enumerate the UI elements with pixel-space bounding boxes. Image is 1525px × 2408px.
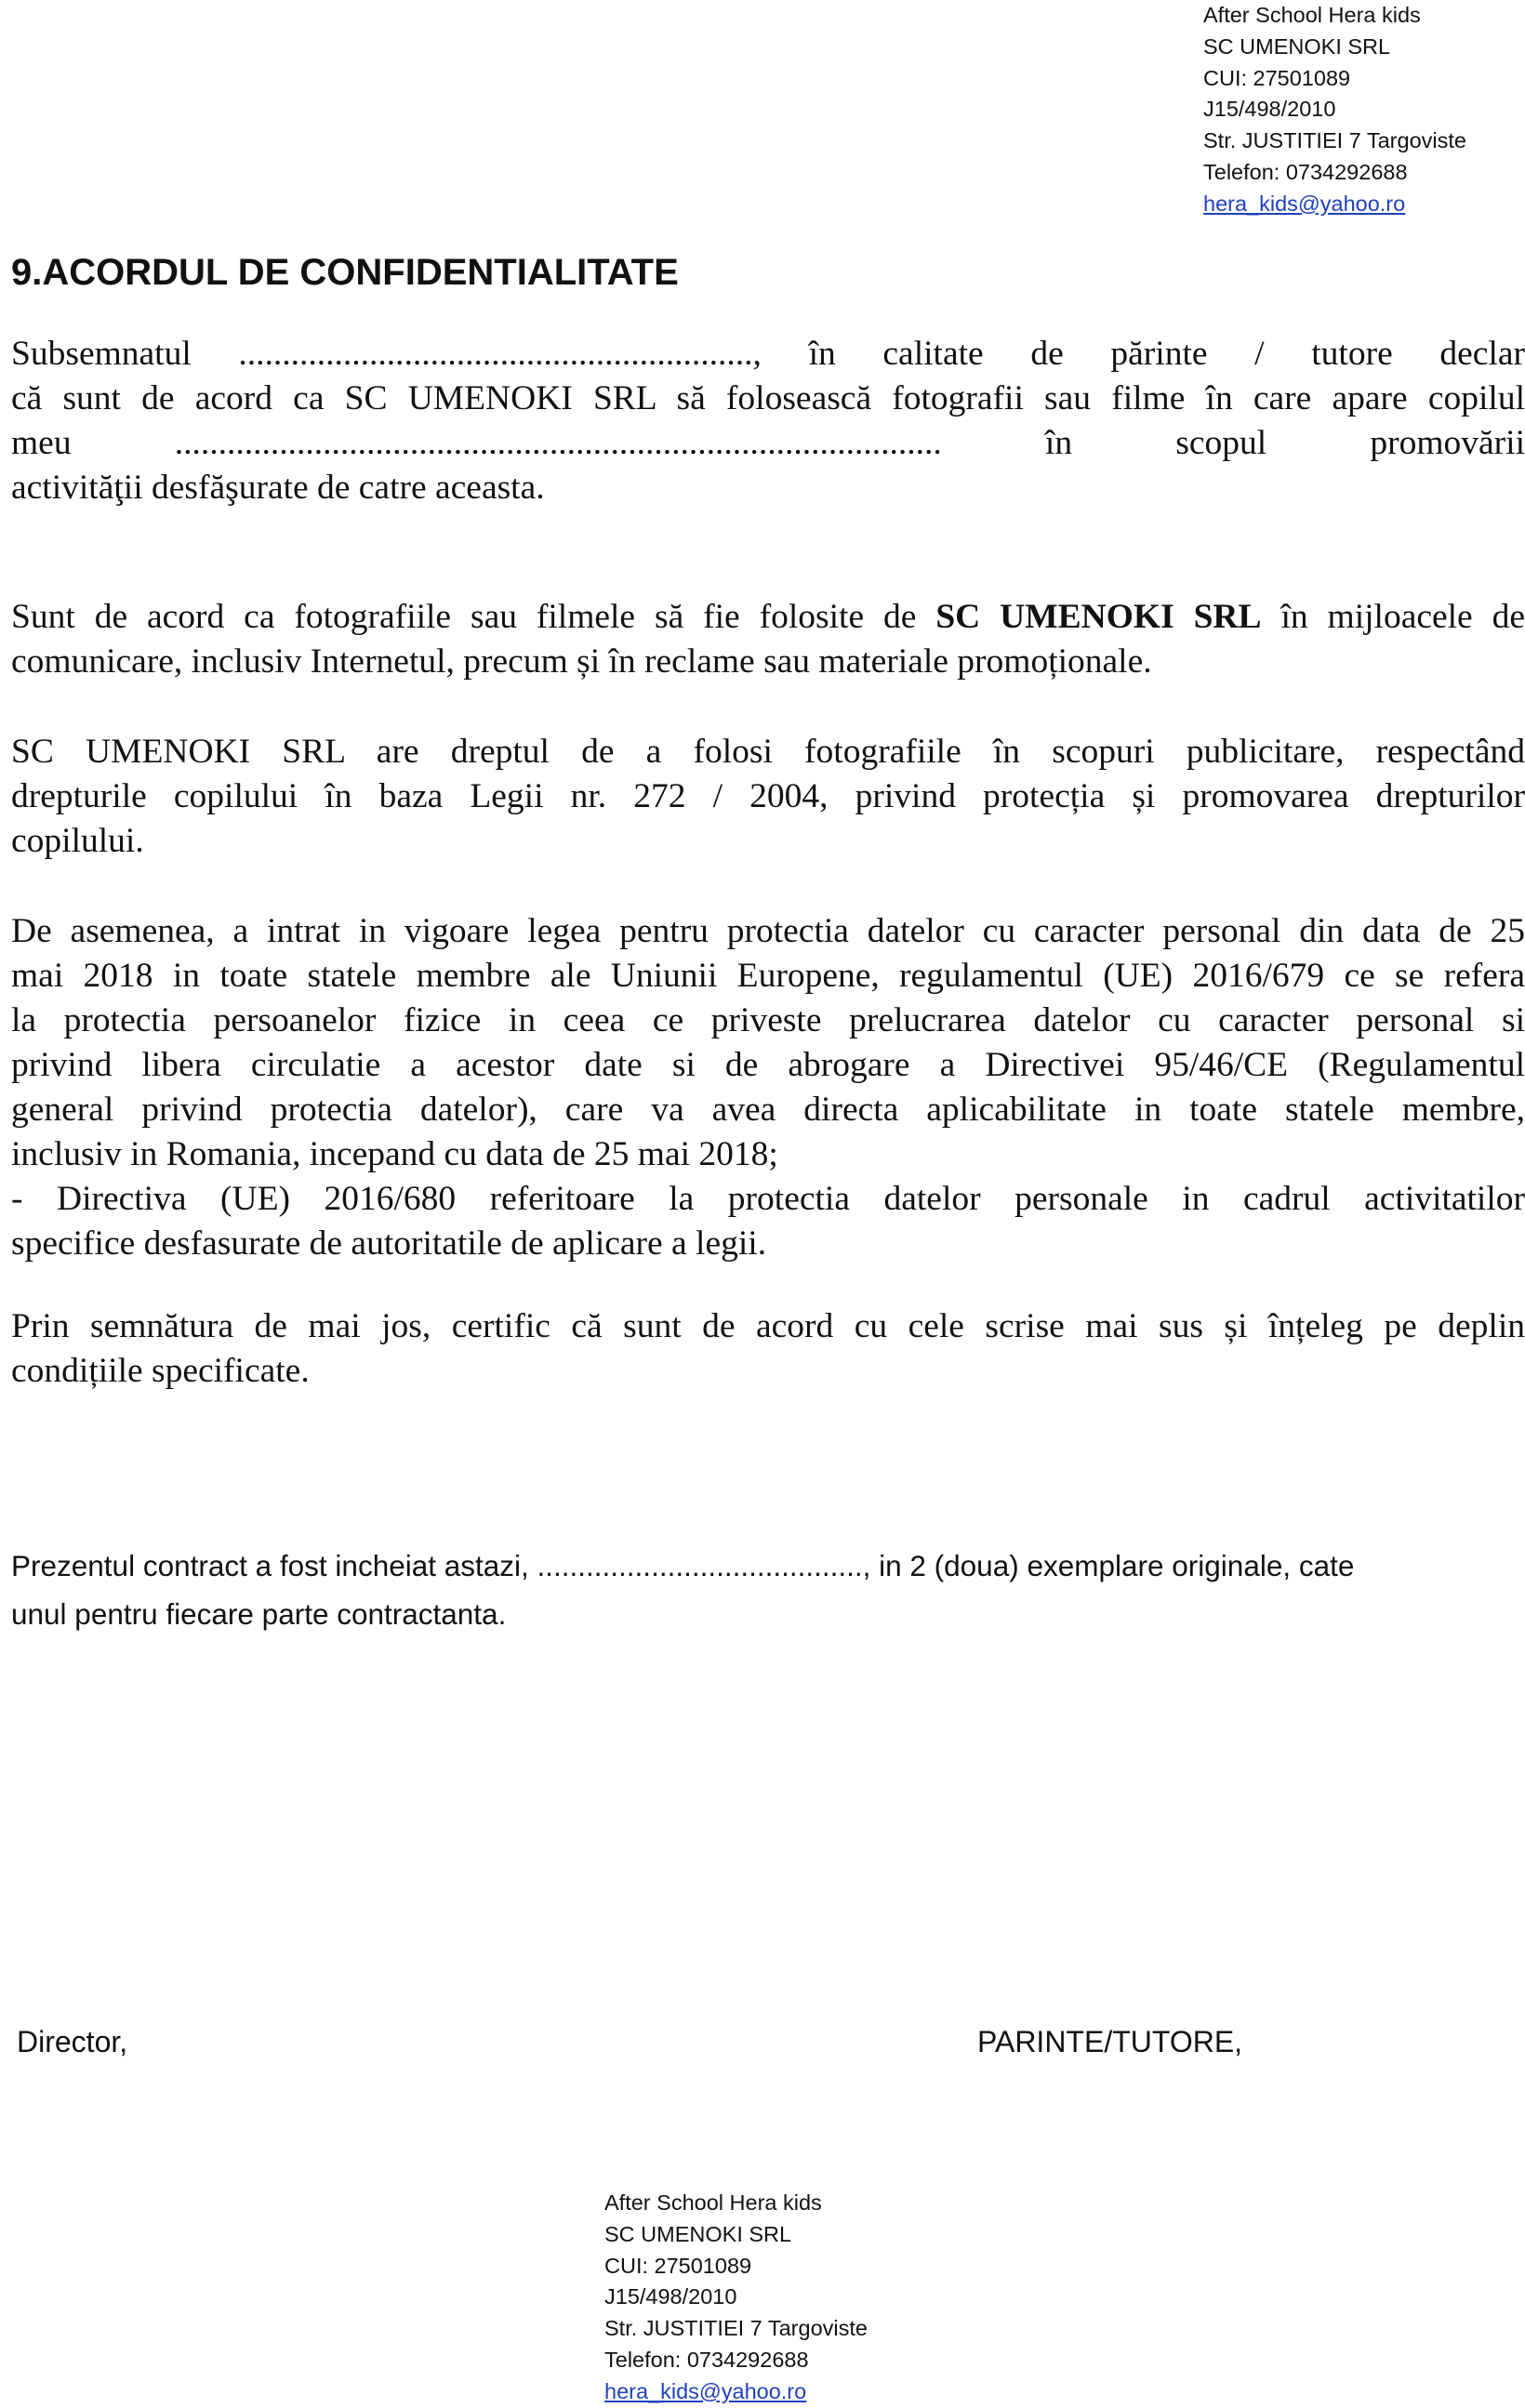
header-contact-block [1203,0,1510,220]
header-line-company: SC UMENOKI SRL [1203,33,1391,59]
consent-line: că sunt de acord ca SC UMENOKI SRL să folosească fotografii sau filme în care apare copilul [11,379,1525,417]
gdpr-line: inclusiv in Romania, incepand cu data de 25 mai 2018; [11,1135,778,1173]
contract-line: unul pentru fiecare parte contractanta. [11,1597,507,1631]
footer-line-phone: Telefon: 0734292688 [604,2347,809,2372]
footer-contact-block [604,2188,911,2408]
signature-consent-line: Prin semnătura de mai jos, certific că sunt de acord cu cele scrise mai sus și înțeleg pe deplin [11,1307,1525,1345]
media-usage-text-after: în mijloacele de [1261,598,1525,636]
media-usage-text-before: Sunt de acord ca fotografiile sau filmele să fie folosite de [11,598,936,636]
header-line-phone: Telefon: 0734292688 [1203,159,1408,184]
header-line-cui: CUI: 27501089 [1203,65,1351,90]
gdpr-line: specifice desfasurate de autoritatile de aplicare a legii. [11,1224,767,1263]
media-usage-line [11,595,1525,640]
signature-consent-line: condițiile specificate. [11,1352,310,1390]
company-name: SC UMENOKI SRL [11,733,345,771]
footer-line-school: After School Hera kids [604,2190,822,2215]
contract-line: Prezentul contract a fost incheiat astazi, ........................................, in 2 (doua) exemplare originale, cate [11,1549,1355,1582]
company-name: SC UMENOKI SRL [935,598,1262,636]
rights-line: drepturile copilului în baza Legii nr. 272 / 2004, privind protecția și promovarea drepturilor [11,777,1525,815]
contract-statement [11,1541,1499,1638]
gdpr-paragraph [11,909,1525,1266]
rights-paragraph [11,730,1525,864]
footer-line-cui: CUI: 27501089 [604,2253,752,2278]
consent-line: activităţii desfăşurate de catre aceasta. [11,469,545,507]
header-email-link[interactable]: hera_kids@yahoo.ro [1203,191,1406,216]
rights-text: are dreptul de a folosi fotografiile în scopuri publicitare, respectând [344,733,1525,771]
signature-consent-paragraph [11,1304,1525,1394]
document-title: 9.ACORDUL DE CONFIDENTIALITATE [11,252,679,293]
consent-paragraph [11,332,1525,510]
gdpr-line: general privind protectia datelor), care va avea directa aplicabilitate in toate statele membre, [11,1091,1525,1129]
gdpr-line: privind libera circulatie a acestor date si de abrogare a Directivei 95/46/CE (Regulamentul [11,1046,1525,1084]
header-line-address: Str. JUSTITIEI 7 Targoviste [1203,128,1466,153]
rights-line [11,730,1525,774]
media-usage-line: comunicare, inclusiv Internetul, precum și în reclame sau materiale promoționale. [11,642,1152,681]
header-line-school: After School Hera kids [1203,3,1421,27]
director-signature-label: Director, [17,2025,128,2058]
media-usage-paragraph [11,595,1525,684]
gdpr-line: De asemenea, a intrat in vigoare legea pentru protectia datelor cu caracter personal din data de 25 [11,912,1525,950]
footer-line-registry: J15/498/2010 [604,2284,737,2309]
footer-email-link[interactable]: hera_kids@yahoo.ro [604,2378,807,2403]
footer-line-company: SC UMENOKI SRL [604,2221,792,2246]
consent-line: meu ........................................................................................ în scopul promovării [11,424,1525,462]
gdpr-line: la protectia persoanelor fizice in ceea ce priveste prelucrarea datelor cu caracter personal si [11,1001,1525,1039]
header-line-registry: J15/498/2010 [1203,97,1336,122]
gdpr-line: - Directiva (UE) 2016/680 referitoare la protectia datelor personale in cadrul activitatilor [11,1180,1525,1218]
rights-line: copilului. [11,822,144,860]
consent-line: Subsemnatul ..........................................................., în calitate de părinte / tutore declar [11,335,1525,373]
footer-line-address: Str. JUSTITIEI 7 Targoviste [604,2316,868,2341]
gdpr-line: mai 2018 in toate statele membre ale Uniunii Europene, regulamentul (UE) 2016/679 ce se refera [11,957,1525,995]
parent-signature-label: PARINTE/TUTORE, [977,2025,1243,2058]
